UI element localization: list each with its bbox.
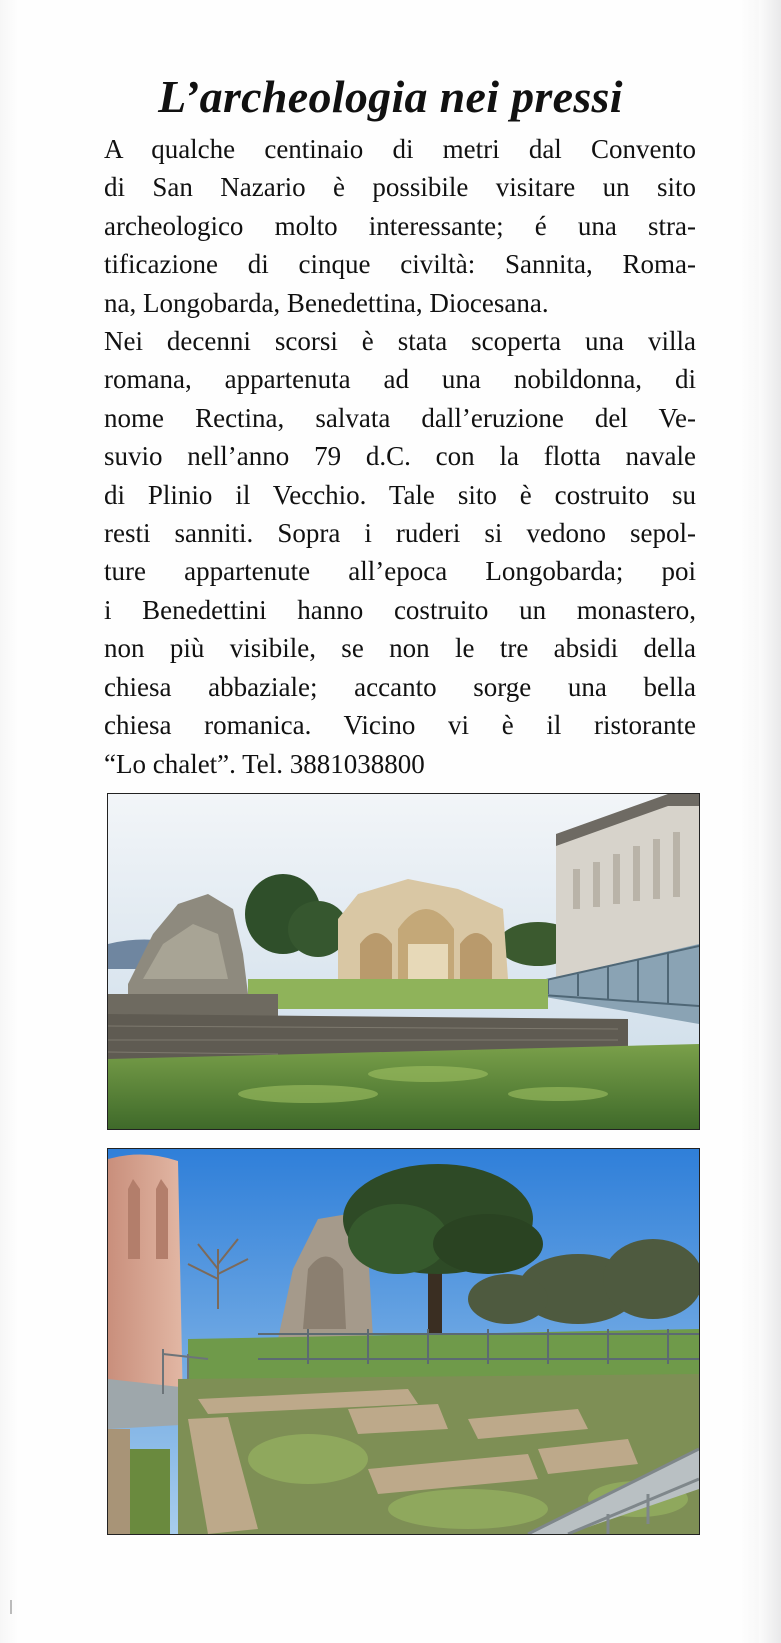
photo-excavation-site-image [108, 1149, 699, 1534]
text-line: non più visibile, se non le tre absidi della [104, 633, 696, 664]
text-line: chiesa abbaziale; accanto sorge una bella [104, 671, 696, 702]
photo-ruins-apse [107, 793, 700, 1130]
text-line: resti sanniti. Sopra i ruderi si vedono sepol- [104, 518, 696, 549]
text-line: “Lo chalet”. Tel. 3881038800 [104, 748, 425, 779]
text-line: chiesa romanica. Vicino vi è il ristorante [104, 710, 696, 741]
text-line: ture appartenute all’epoca Longobarda; poi [104, 556, 696, 587]
text-line: di Plinio il Vecchio. Tale sito è costruito su [104, 479, 696, 510]
text-line: romana, appartenuta ad una nobildonna, di [104, 364, 696, 395]
text-line: suvio nell’anno 79 d.C. con la flotta navale [104, 441, 696, 472]
photo-ruins-apse-image [108, 794, 699, 1129]
page-edge [759, 0, 781, 1643]
text-line: tificazione di cinque civiltà: Sannita, Roma- [104, 249, 696, 280]
page-title: L’archeologia nei pressi [158, 71, 623, 122]
text-line: archeologico molto interessante; é una stra- [104, 210, 696, 241]
text-line: Nei decenni scorsi è stata scoperta una villa [104, 326, 696, 357]
text-line: nome Rectina, salvata dall’eruzione del Ve- [104, 402, 696, 433]
text-line: di San Nazario è possibile visitare un sito [104, 172, 696, 203]
body-text [104, 130, 696, 783]
text-line: i Benedettini hanno costruito un monastero, [104, 594, 696, 625]
paragraph-1 [104, 130, 696, 322]
scan-mark [10, 1600, 12, 1614]
paragraph-2 [104, 322, 696, 783]
text-line: na, Longobarda, Benedettina, Diocesana. [104, 287, 549, 318]
photo-excavation-site [107, 1148, 700, 1535]
text-line: A qualche centinaio di metri dal Convento [104, 134, 696, 164]
